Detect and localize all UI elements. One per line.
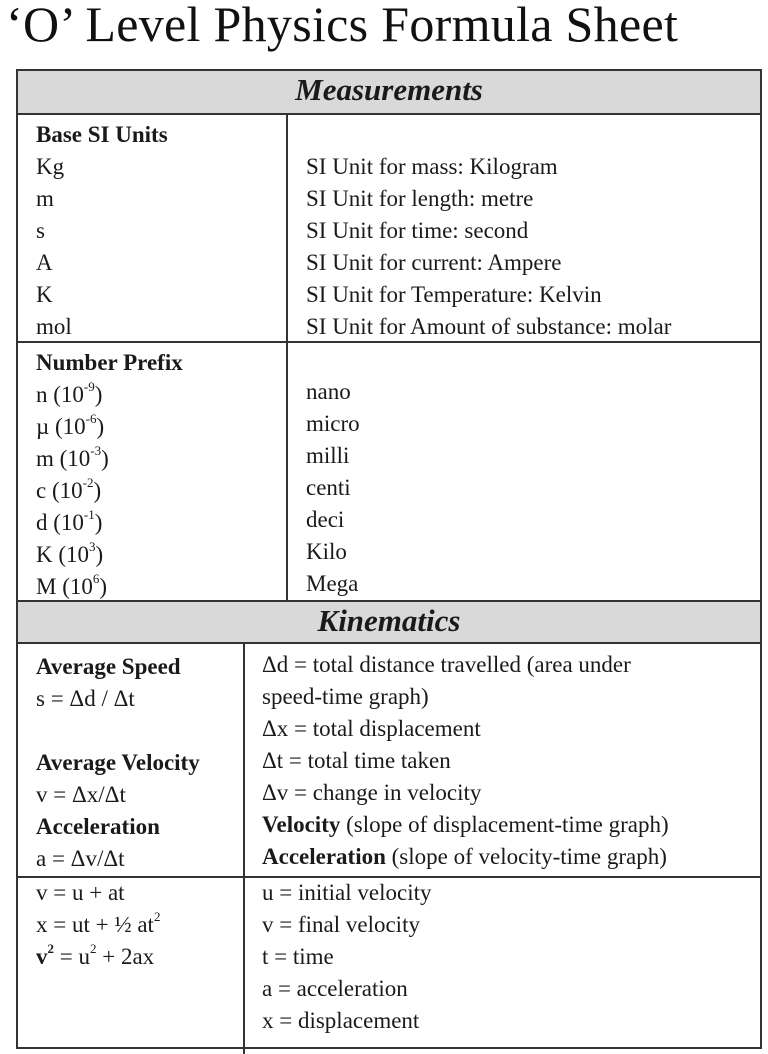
unit-description: SI Unit for time: second bbox=[306, 218, 529, 243]
prefix-name: nano bbox=[306, 379, 351, 404]
prefix-name: milli bbox=[306, 443, 350, 468]
prefix-name: Kilo bbox=[306, 539, 347, 564]
prefix-symbol: M $(10^6)$ bbox=[36, 571, 108, 599]
definition: Δd = total distance travelled (area under bbox=[262, 652, 631, 677]
unit-description: SI Unit for Temperature: Kelvin bbox=[306, 282, 602, 307]
variable-definition: a = acceleration bbox=[262, 976, 408, 1001]
acceleration-heading: Acceleration bbox=[36, 814, 160, 839]
equation: v = u + at bbox=[36, 880, 125, 905]
avg-speed-heading: Average Speed bbox=[36, 654, 181, 679]
formula-table bbox=[16, 69, 762, 1049]
variable-definition: u = initial velocity bbox=[262, 880, 432, 905]
col-divider bbox=[243, 644, 245, 1054]
prefix-symbol: n $(10^{-9})$ bbox=[36, 379, 103, 407]
avg-velocity-heading: Average Velocity bbox=[36, 750, 200, 775]
definition: Δt = total time taken bbox=[262, 748, 451, 773]
prefix-name: deci bbox=[306, 507, 345, 532]
prefix-symbol: c $(10^{-2})$ bbox=[36, 475, 102, 503]
definition: Δx = total displacement bbox=[262, 716, 481, 741]
unit-description: SI Unit for mass: Kilogram bbox=[306, 154, 558, 179]
variable-definition: t = time bbox=[262, 944, 334, 969]
prefix-name: centi bbox=[306, 475, 351, 500]
unit-description: SI Unit for current: Ampere bbox=[306, 250, 562, 275]
definition: speed-time graph) bbox=[262, 684, 429, 709]
unit-symbol: mol bbox=[36, 314, 72, 339]
equation: x = ut + ½ $at^2$ bbox=[36, 909, 161, 937]
variable-definition: x = displacement bbox=[262, 1008, 420, 1033]
equation: $v^2 = u^2 + 2ax$ bbox=[36, 941, 155, 969]
prefix-heading: Number Prefix bbox=[36, 350, 183, 375]
unit-symbol: Kg bbox=[36, 154, 65, 179]
prefix-symbols bbox=[36, 347, 183, 603]
kinematics-header: Kinematics bbox=[18, 600, 760, 644]
prefix-symbol: m $(10^{-3})$ bbox=[36, 443, 109, 471]
acceleration-formula: a = Δv/Δt bbox=[36, 846, 125, 871]
prefix-name: micro bbox=[306, 411, 360, 436]
velocity-slope-note: Velocity (slope of displacement-time graph) bbox=[262, 812, 669, 837]
base-units-heading: Base SI Units bbox=[36, 122, 168, 147]
prefix-name: Mega bbox=[306, 571, 359, 596]
prefix-symbol: µ $(10^{-6})$ bbox=[36, 411, 105, 439]
base-units-descriptions bbox=[306, 151, 671, 343]
acceleration-slope-note: Acceleration (slope of velocity-time graph) bbox=[262, 844, 667, 869]
variable-definition: v = final velocity bbox=[262, 912, 420, 937]
base-units-symbols bbox=[36, 119, 168, 343]
col-divider bbox=[286, 115, 288, 600]
kinematics-definitions bbox=[262, 649, 669, 873]
avg-velocity-formula: v = Δx/Δt bbox=[36, 782, 126, 807]
unit-symbol: m bbox=[36, 186, 54, 211]
unit-symbol: K bbox=[36, 282, 53, 307]
equations-of-motion bbox=[36, 877, 160, 973]
prefix-symbol: K $(10^3)$ bbox=[36, 539, 104, 567]
unit-symbol: A bbox=[36, 250, 53, 275]
unit-description: SI Unit for length: metre bbox=[306, 186, 534, 211]
avg-speed-formula: s = Δd / Δt bbox=[36, 686, 135, 711]
kinematics-formulas bbox=[36, 651, 200, 875]
measurements-header: Measurements bbox=[18, 71, 760, 115]
row-divider bbox=[18, 341, 760, 343]
prefix-symbol: d $(10^{-1})$ bbox=[36, 507, 103, 535]
page-title: ‘O’ Level Physics Formula Sheet bbox=[6, 0, 679, 52]
prefix-names bbox=[306, 376, 360, 600]
unit-symbol: s bbox=[36, 218, 45, 243]
definition: Δv = change in velocity bbox=[262, 780, 482, 805]
unit-description: SI Unit for Amount of substance: molar bbox=[306, 314, 672, 339]
equation-variables bbox=[262, 877, 431, 1037]
